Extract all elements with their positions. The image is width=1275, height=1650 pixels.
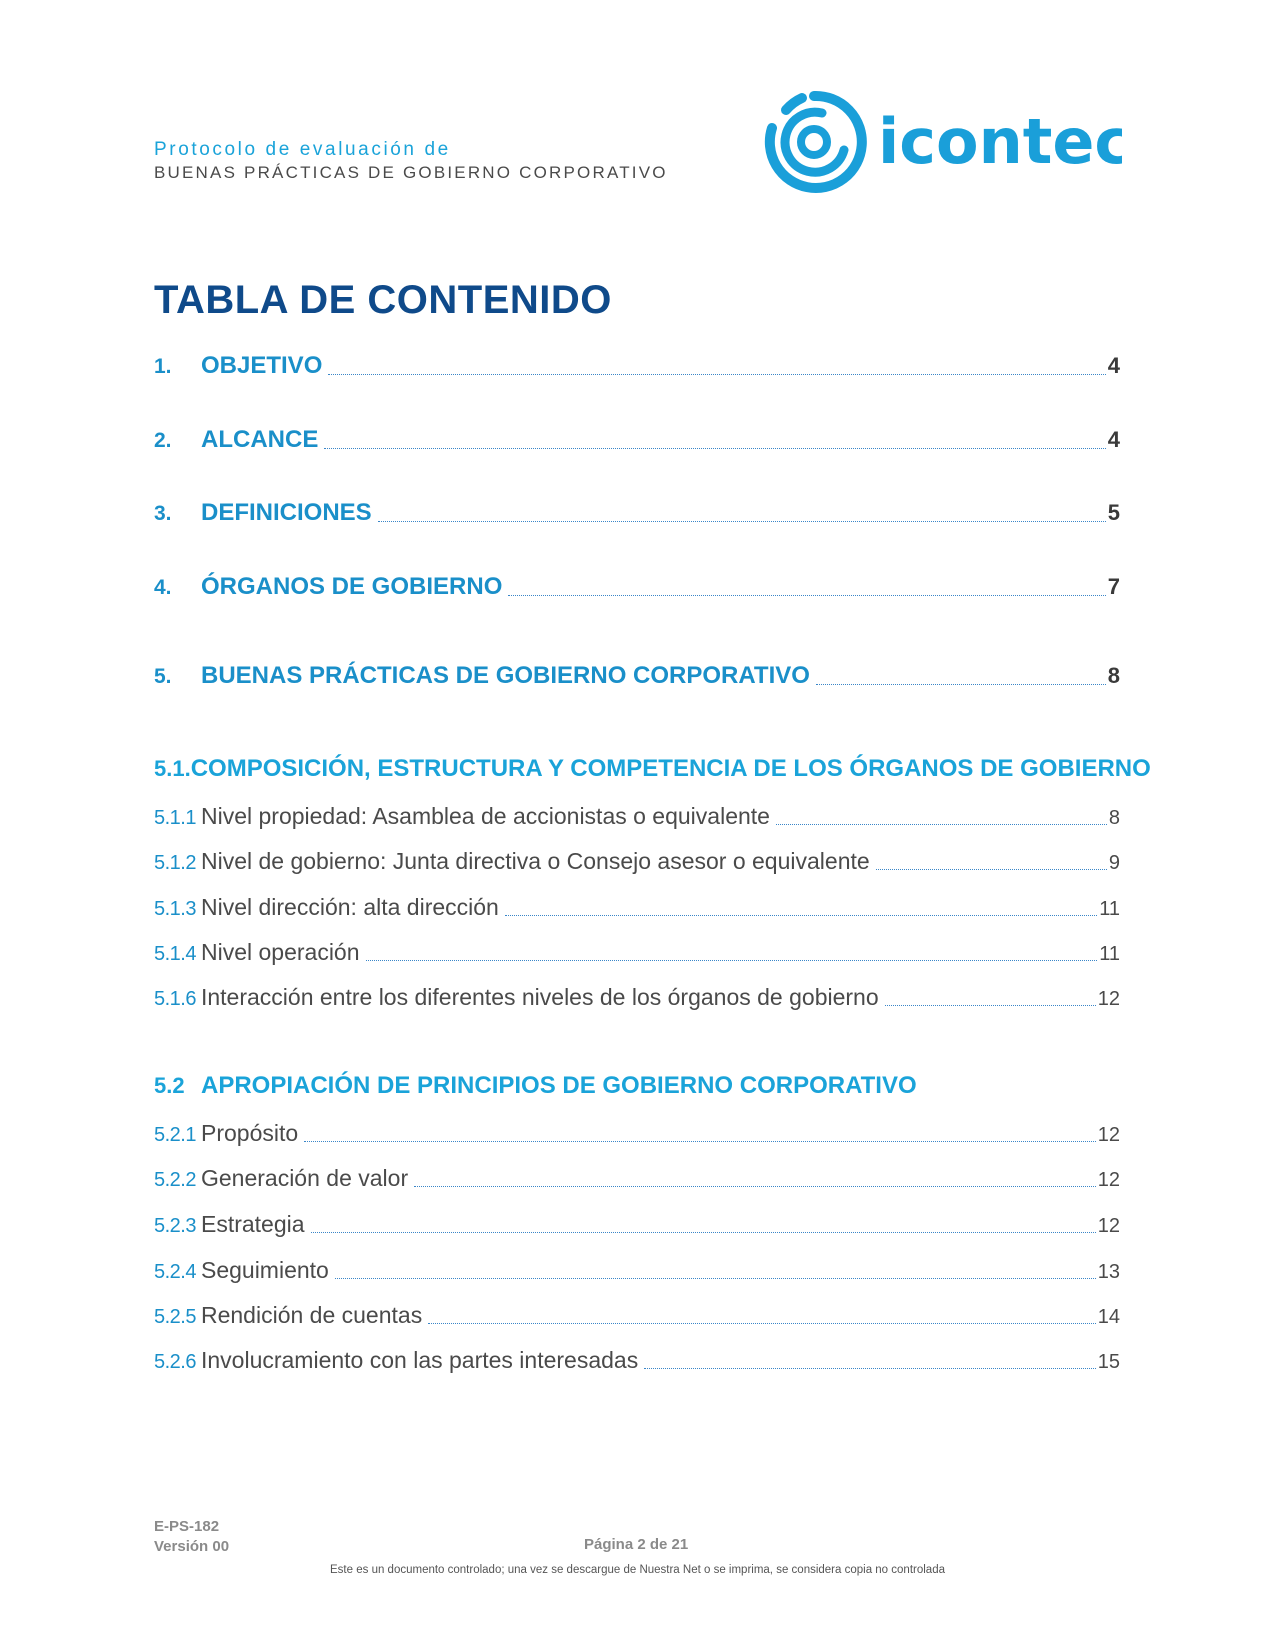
- toc-page: 9: [1108, 852, 1120, 874]
- icontec-logo-icon: [762, 88, 1122, 198]
- dot-leader: [328, 373, 1105, 375]
- toc-entry-5-2-3[interactable]: [154, 1211, 1120, 1238]
- dot-leader: [885, 1004, 1096, 1006]
- toc-entry-alcance[interactable]: [154, 426, 1120, 454]
- dot-leader: [428, 1322, 1096, 1324]
- toc-entry-5-2-6[interactable]: [154, 1347, 1120, 1374]
- dot-leader: [776, 823, 1107, 825]
- toc-number: 5.2.4: [154, 1261, 196, 1283]
- page-title: TABLA DE CONTENIDO: [154, 278, 612, 322]
- toc-label: DEFINICIONES: [201, 499, 372, 526]
- toc-section-5-2[interactable]: [154, 1072, 1120, 1100]
- toc-page: 11: [1099, 898, 1120, 920]
- toc-label: Estrategia: [200, 1211, 305, 1237]
- toc-label: Nivel de gobierno: Junta directiva o Consejo asesor o equivalente: [200, 848, 870, 874]
- toc-label: Nivel operación: [200, 939, 360, 965]
- toc-number: 5.1.: [154, 756, 191, 781]
- icontec-logo: [762, 88, 1122, 198]
- toc-page: 13: [1097, 1261, 1120, 1283]
- toc-number: 5.2.5: [154, 1306, 196, 1328]
- toc-number: 4.: [154, 576, 172, 599]
- toc-entry-5-2-5[interactable]: [154, 1302, 1120, 1329]
- toc-label: COMPOSICIÓN, ESTRUCTURA Y COMPETENCIA DE LOS ÓRGANOS DE GOBIERNO: [190, 755, 1151, 782]
- toc-entry-5-1-3[interactable]: [154, 894, 1120, 921]
- toc-page: 5: [1107, 500, 1120, 525]
- toc-entry-5-1-2[interactable]: [154, 848, 1120, 875]
- dot-leader: [508, 594, 1105, 596]
- toc-number: 5.2: [154, 1073, 185, 1098]
- toc-label: Interacción entre los diferentes niveles de los órganos de gobierno: [200, 984, 879, 1010]
- toc-page: 12: [1097, 1215, 1120, 1237]
- toc-entry-buenas-practicas[interactable]: [154, 662, 1120, 690]
- toc-entry-5-1-4[interactable]: [154, 939, 1120, 966]
- toc-page: 4: [1107, 353, 1120, 378]
- dot-leader: [378, 520, 1106, 522]
- toc-label: ALCANCE: [201, 426, 319, 453]
- toc-label: ÓRGANOS DE GOBIERNO: [201, 573, 503, 600]
- toc-number: 1.: [154, 355, 172, 378]
- dot-leader: [335, 1277, 1096, 1279]
- toc-label: Nivel propiedad: Asamblea de accionistas o equivalente: [200, 803, 770, 829]
- toc-number: 5.1.4: [154, 943, 196, 965]
- toc-page: 8: [1108, 807, 1120, 829]
- dot-leader: [505, 914, 1097, 916]
- toc-number: 5.2.2: [154, 1169, 196, 1191]
- toc-entry-5-1-1[interactable]: [154, 803, 1120, 830]
- toc-label: Involucramiento con las partes interesadas: [200, 1347, 639, 1373]
- toc-number: 5.2.1: [154, 1124, 196, 1146]
- toc-number: 3.: [154, 502, 172, 525]
- dot-leader: [366, 959, 1098, 961]
- dot-leader: [304, 1140, 1096, 1142]
- toc-number: 5.2.3: [154, 1215, 196, 1237]
- header-subtitle: Protocolo de evaluación de: [154, 139, 451, 160]
- toc-label: Seguimiento: [200, 1257, 329, 1283]
- document-version: Versión 00: [154, 1538, 230, 1555]
- toc-page: 8: [1107, 663, 1120, 688]
- toc-page: 12: [1097, 1124, 1120, 1146]
- toc-entry-5-2-2[interactable]: [154, 1165, 1120, 1192]
- toc-label: Propósito: [200, 1120, 299, 1146]
- dot-leader: [816, 683, 1106, 685]
- toc-label: Rendición de cuentas: [200, 1302, 423, 1328]
- document-code: E-PS-182: [154, 1518, 220, 1535]
- toc-entry-5-2-1[interactable]: [154, 1120, 1120, 1147]
- toc-number: 5.1.1: [154, 807, 196, 829]
- toc-entry-definiciones[interactable]: [154, 499, 1120, 527]
- toc-number: 5.1.3: [154, 898, 196, 920]
- toc-page: 12: [1097, 1169, 1120, 1191]
- toc-label: Nivel dirección: alta dirección: [200, 894, 499, 920]
- page-number: Página 2 de 21: [584, 1536, 689, 1553]
- toc-label: Generación de valor: [200, 1165, 409, 1191]
- dot-leader: [414, 1185, 1096, 1187]
- toc-number: 5.1.2: [154, 852, 196, 874]
- toc-number: 5.2.6: [154, 1351, 196, 1373]
- toc-label: OBJETIVO: [201, 352, 323, 379]
- toc-number: 5.: [154, 665, 172, 688]
- control-note: Este es un documento controlado; una vez se descargue de Nuestra Net o se imprima, se considera copia no controlada: [330, 1564, 945, 1576]
- dot-leader: [311, 1231, 1096, 1233]
- logo-text: icontec: [878, 105, 1122, 178]
- toc-section-5-1[interactable]: [154, 755, 1151, 783]
- toc-page: 11: [1099, 943, 1120, 965]
- toc-page: 7: [1107, 574, 1120, 599]
- toc-entry-5-1-6[interactable]: [154, 984, 1120, 1011]
- toc-entry-5-2-4[interactable]: [154, 1257, 1120, 1284]
- header-title: BUENAS PRÁCTICAS DE GOBIERNO CORPORATIVO: [154, 163, 668, 182]
- dot-leader: [324, 447, 1105, 449]
- dot-leader: [876, 868, 1107, 870]
- toc-label: BUENAS PRÁCTICAS DE GOBIERNO CORPORATIVO: [201, 662, 810, 689]
- toc-number: 2.: [154, 429, 172, 452]
- dot-leader: [644, 1367, 1096, 1369]
- toc-entry-objetivo[interactable]: [154, 352, 1120, 380]
- toc-number: 5.1.6: [154, 988, 196, 1010]
- toc-page: 14: [1097, 1306, 1120, 1328]
- toc-page: 4: [1107, 427, 1120, 452]
- toc-page: 12: [1097, 988, 1120, 1010]
- toc-page: 15: [1097, 1351, 1120, 1373]
- toc-label: APROPIACIÓN DE PRINCIPIOS DE GOBIERNO CORPORATIVO: [201, 1072, 917, 1099]
- toc-entry-organos[interactable]: [154, 573, 1120, 601]
